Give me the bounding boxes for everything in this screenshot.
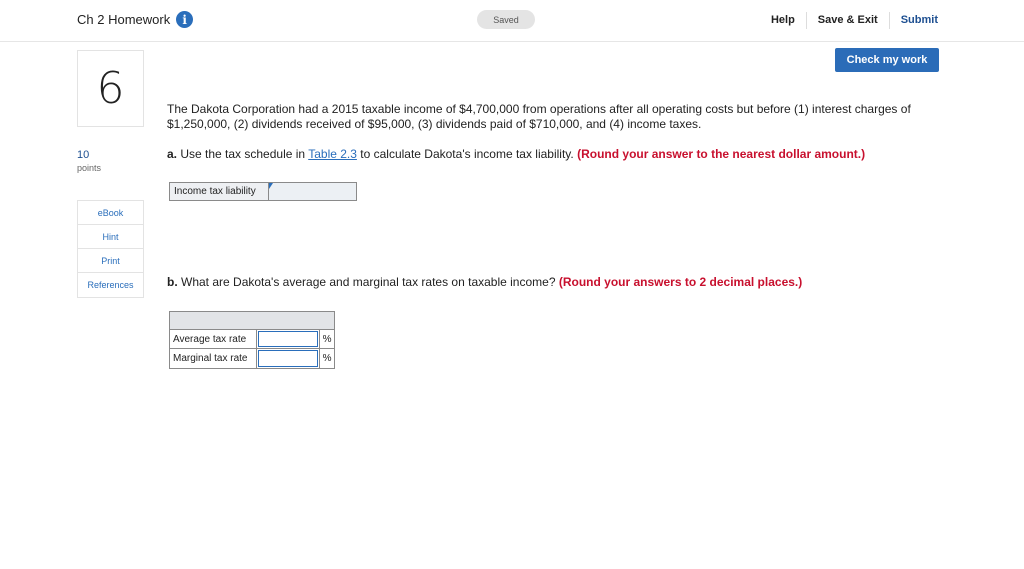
table-2-3-link[interactable]: Table 2.3 <box>308 147 357 161</box>
part-b-prompt <box>167 275 802 290</box>
points-label: points <box>77 163 102 173</box>
table-row <box>170 349 334 368</box>
average-tax-rate-label: Average tax rate <box>170 330 257 348</box>
percent-unit: % <box>319 330 334 348</box>
part-b-text: What are Dakota's average and marginal tax rates on taxable income? <box>177 275 559 289</box>
average-tax-rate-input[interactable] <box>258 331 318 347</box>
references-link[interactable]: References <box>87 280 134 290</box>
assignment-title-text: Ch 2 Homework <box>77 12 171 27</box>
save-exit-link[interactable]: Save & Exit <box>807 12 890 29</box>
help-link[interactable]: Help <box>760 12 807 29</box>
income-tax-liability-label: Income tax liability <box>170 183 269 200</box>
question-number: 6 <box>77 50 144 127</box>
hint-link[interactable]: Hint <box>78 225 143 249</box>
income-tax-liability-input[interactable] <box>269 183 356 200</box>
submit-link[interactable]: Submit <box>900 14 938 26</box>
question-stem: The Dakota Corporation had a 2015 taxable income of $4,700,000 from operations after all operating costs but before (1) interest charges of $1,250,000, (2) dividends received of $95,000, (3) dividends paid of $710,000, and (4) income taxes. <box>167 102 911 131</box>
part-a-instruction: (Round your answer to the nearest dollar amount.) <box>577 147 866 161</box>
part-a-text-before: Use the tax schedule in <box>177 147 309 161</box>
saved-status-badge: Saved <box>477 10 535 29</box>
marginal-tax-rate-label: Marginal tax rate <box>170 349 257 368</box>
ebook-link[interactable]: eBook <box>78 201 143 225</box>
table-row <box>170 330 334 349</box>
resources-panel <box>77 200 144 298</box>
part-b-label: b. <box>167 275 178 289</box>
table-header-row <box>170 312 334 330</box>
check-my-work-button[interactable]: Check my work <box>835 48 939 72</box>
part-a-label: a. <box>167 147 178 161</box>
marginal-tax-rate-input[interactable] <box>258 350 318 367</box>
points-value: 10 <box>77 149 90 161</box>
percent-unit: % <box>319 349 334 368</box>
part-b-instruction: (Round your answers to 2 decimal places.) <box>558 275 803 289</box>
income-tax-liability-table <box>169 182 357 201</box>
input-flag-icon <box>269 183 273 189</box>
header-actions <box>760 12 938 29</box>
assignment-title <box>77 11 193 28</box>
info-icon[interactable]: i <box>176 11 193 28</box>
print-link[interactable]: Print <box>78 249 143 273</box>
top-bar <box>0 0 1024 42</box>
part-a-text-after: to calculate Dakota's income tax liability. <box>356 147 578 161</box>
part-a-prompt <box>167 147 865 162</box>
tax-rates-table <box>169 311 335 369</box>
